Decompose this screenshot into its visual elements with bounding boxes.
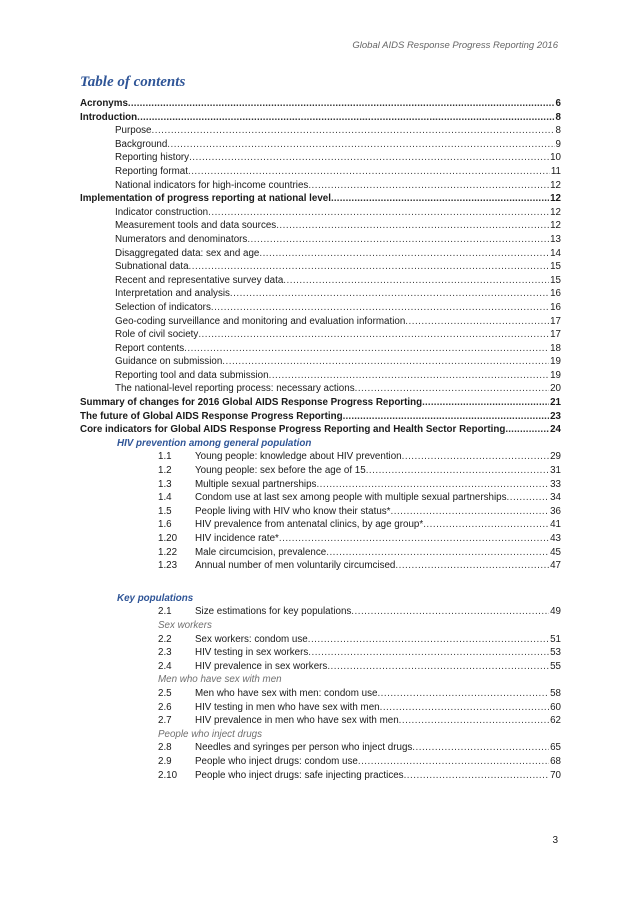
toc-entry-number: 2.3 bbox=[158, 647, 172, 659]
toc-entry[interactable] bbox=[80, 714, 561, 728]
toc-entry-page: 41 bbox=[550, 519, 561, 531]
toc-entry-title: Indicator construction bbox=[115, 206, 209, 218]
toc-entry-page: 6 bbox=[555, 98, 561, 109]
toc-entry[interactable] bbox=[80, 219, 561, 233]
toc-entry-title: Interpretation and analysis bbox=[115, 288, 230, 300]
toc-dot-leader bbox=[279, 532, 549, 546]
toc-entry-title: Disaggregated data: sex and age bbox=[115, 247, 260, 259]
toc-entry-page: 31 bbox=[550, 465, 561, 477]
toc-entry-number: 1.22 bbox=[158, 546, 178, 558]
toc-entry-page: 62 bbox=[550, 715, 561, 727]
toc-entry-title: Core indicators for Global AIDS Response Progress Reporting and Health Sector Reporting bbox=[80, 424, 506, 436]
toc-entry[interactable] bbox=[80, 274, 561, 288]
toc-entry-number: 2.6 bbox=[158, 701, 172, 713]
toc-entry-number: 2.9 bbox=[158, 755, 172, 767]
toc-entry-title: Role of civil society bbox=[115, 329, 199, 341]
toc-entry-title: Measurement tools and data sources bbox=[115, 220, 277, 232]
toc-entry-page: 55 bbox=[550, 660, 561, 672]
toc-dot-leader bbox=[404, 769, 550, 783]
toc-entry[interactable] bbox=[80, 518, 561, 532]
toc-entry-page: 10 bbox=[550, 152, 561, 164]
toc-entry[interactable] bbox=[80, 165, 561, 179]
toc-entry-page: 12 bbox=[550, 206, 561, 218]
toc-dot-leader bbox=[507, 491, 550, 505]
toc-entry-number: 2.7 bbox=[158, 715, 172, 727]
toc-dot-leader bbox=[189, 260, 550, 274]
toc-entry[interactable] bbox=[80, 769, 561, 783]
toc-entry[interactable] bbox=[80, 646, 561, 660]
toc-dot-leader bbox=[422, 396, 549, 410]
toc-entry-page: 16 bbox=[550, 288, 561, 300]
toc-entry-number: 2.4 bbox=[158, 660, 172, 672]
toc-entry[interactable] bbox=[80, 382, 561, 396]
toc-entry-page: 9 bbox=[555, 138, 561, 150]
toc-entry[interactable] bbox=[80, 233, 561, 247]
toc-subsection-heading: Men who have sex with men bbox=[158, 674, 282, 686]
toc-entry-number: 2.8 bbox=[158, 742, 172, 754]
toc-dot-leader bbox=[230, 287, 549, 301]
toc-entry-number: 1.23 bbox=[158, 560, 178, 572]
toc-entry[interactable] bbox=[80, 450, 561, 464]
toc-dot-leader bbox=[505, 423, 549, 437]
toc-entry-title: HIV prevalence from antenatal clinics, by age group* bbox=[195, 519, 424, 531]
toc-entry[interactable] bbox=[80, 260, 561, 274]
toc-entry-page: 8 bbox=[555, 111, 561, 123]
toc-entry[interactable] bbox=[80, 559, 561, 573]
toc-dot-leader bbox=[366, 464, 549, 478]
toc-dot-leader bbox=[326, 546, 549, 560]
toc-entry-title: Annual number of men voluntarily circumcised bbox=[195, 560, 396, 572]
toc-entry-title: Multiple sexual partnerships bbox=[195, 478, 317, 490]
toc-entry-number: 2.2 bbox=[158, 633, 172, 645]
toc-entry[interactable] bbox=[80, 124, 561, 138]
toc-entry-title: Numerators and denominators bbox=[115, 233, 248, 245]
toc-dot-leader bbox=[327, 660, 549, 674]
toc-entry[interactable] bbox=[80, 605, 561, 619]
toc-dot-leader bbox=[269, 369, 550, 383]
toc-entry-page: 14 bbox=[550, 247, 561, 259]
toc-entry-title: Needles and syringes per person who inject drugs bbox=[195, 742, 413, 754]
toc-entry[interactable] bbox=[80, 396, 561, 410]
toc-dot-leader bbox=[316, 478, 549, 492]
toc-entry[interactable] bbox=[80, 301, 561, 315]
toc-entry-page: 19 bbox=[550, 369, 561, 381]
toc-entry-title: People who inject drugs: safe injecting practices bbox=[195, 769, 404, 781]
toc-entry-title: HIV prevalence in men who have sex with men bbox=[195, 715, 399, 727]
toc-entry[interactable] bbox=[80, 755, 561, 769]
toc-entry-title: Young people: sex before the age of 15 bbox=[195, 465, 366, 477]
toc-entry-number: 1.20 bbox=[158, 533, 178, 544]
toc-entry[interactable] bbox=[80, 687, 561, 701]
toc-section-heading: HIV prevention among general population bbox=[117, 437, 312, 449]
toc-entry-title: Reporting tool and data submission bbox=[115, 369, 269, 381]
toc-subsection-heading: People who inject drugs bbox=[158, 728, 263, 740]
toc-entry-title: National indicators for high-income countries bbox=[115, 179, 309, 191]
toc-entry-title: Background bbox=[115, 138, 168, 150]
toc-entry-page: 15 bbox=[550, 274, 561, 286]
toc-entry-number: 1.3 bbox=[158, 478, 172, 490]
toc-entry-title: The national-level reporting process: necessary actions bbox=[115, 383, 355, 395]
toc-entry-page: 12 bbox=[550, 179, 561, 191]
toc-entry-page: 58 bbox=[550, 687, 561, 699]
toc-entry[interactable] bbox=[80, 423, 561, 437]
toc-title: Table of contents bbox=[80, 74, 186, 90]
toc-entry-page: 21 bbox=[550, 397, 561, 409]
toc-entry[interactable] bbox=[80, 478, 561, 492]
toc-entry-title: Implementation of progress reporting at national level bbox=[80, 193, 331, 205]
toc-entry-page: 20 bbox=[550, 383, 561, 395]
toc-entry[interactable] bbox=[80, 342, 561, 356]
toc-entry-title: Male circumcision, prevalence bbox=[195, 546, 327, 558]
toc-entry-page: 47 bbox=[550, 560, 561, 572]
toc-entry-page: 13 bbox=[550, 233, 561, 245]
running-header: Global AIDS Response Progress Reporting 2016 bbox=[352, 40, 558, 51]
toc-dot-leader bbox=[308, 633, 549, 647]
toc-dot-leader bbox=[402, 450, 549, 464]
toc-dot-leader bbox=[343, 410, 550, 424]
toc-entry-title: Subnational data bbox=[115, 261, 189, 273]
toc-dot-leader bbox=[211, 301, 549, 315]
toc-dot-leader bbox=[128, 97, 555, 111]
toc-dot-leader bbox=[167, 138, 554, 152]
table-of-contents bbox=[80, 97, 561, 782]
toc-entry-page: 24 bbox=[550, 424, 561, 436]
toc-entry-page: 34 bbox=[550, 492, 561, 504]
toc-dot-leader bbox=[395, 559, 549, 573]
toc-entry-title: People living with HIV who know their status* bbox=[195, 505, 391, 517]
toc-entry[interactable] bbox=[80, 287, 561, 301]
toc-entry-title: Introduction bbox=[80, 111, 138, 123]
toc-dot-leader bbox=[198, 328, 549, 342]
toc-entry-title: Selection of indicators bbox=[115, 301, 211, 313]
toc-entry[interactable] bbox=[80, 701, 561, 715]
toc-entry-page: 60 bbox=[550, 701, 561, 713]
toc-entry-page: 33 bbox=[550, 478, 561, 490]
toc-dot-leader bbox=[351, 605, 549, 619]
toc-entry-number: 1.5 bbox=[158, 505, 172, 517]
toc-entry-title: HIV prevalence in sex workers bbox=[195, 660, 328, 672]
toc-entry-page: 11 bbox=[550, 165, 561, 177]
toc-dot-leader bbox=[358, 755, 549, 769]
toc-entry-page: 17 bbox=[550, 315, 561, 327]
toc-dot-leader bbox=[355, 382, 549, 396]
toc-entry[interactable] bbox=[80, 315, 561, 329]
toc-entry-number: 2.1 bbox=[158, 606, 172, 618]
toc-dot-leader bbox=[308, 646, 549, 660]
toc-entry-title: Guidance on submission bbox=[115, 356, 223, 368]
toc-dot-leader bbox=[283, 274, 549, 288]
toc-entry-number: 2.10 bbox=[158, 769, 178, 781]
toc-entry[interactable] bbox=[80, 633, 561, 647]
toc-dot-leader bbox=[380, 701, 549, 715]
toc-entry-title: Recent and representative survey data bbox=[115, 274, 284, 286]
toc-entry-page: 23 bbox=[550, 410, 561, 422]
toc-entry-page: 8 bbox=[555, 125, 561, 137]
toc-entry[interactable] bbox=[80, 151, 561, 165]
toc-entry-title: Report contents bbox=[115, 342, 185, 354]
toc-entry-title: Summary of changes for 2016 Global AIDS Response Progress Reporting bbox=[80, 397, 423, 409]
toc-entry[interactable] bbox=[80, 206, 561, 220]
toc-subsection-heading: Sex workers bbox=[158, 619, 212, 631]
toc-entry[interactable] bbox=[80, 410, 561, 424]
toc-entry-title: People who inject drugs: condom use bbox=[195, 755, 358, 767]
toc-dot-leader bbox=[222, 355, 549, 369]
toc-entry[interactable] bbox=[80, 546, 561, 560]
toc-dot-leader bbox=[247, 233, 549, 247]
toc-entry[interactable] bbox=[80, 247, 561, 261]
toc-dot-leader bbox=[391, 505, 550, 519]
toc-entry-number: 2.5 bbox=[158, 687, 172, 699]
toc-dot-leader bbox=[412, 741, 549, 755]
toc-entry-title: Sex workers: condom use bbox=[195, 633, 308, 645]
toc-dot-leader bbox=[276, 219, 549, 233]
toc-entry[interactable] bbox=[80, 369, 561, 383]
toc-dot-leader bbox=[189, 151, 549, 165]
toc-entry-page: 51 bbox=[550, 633, 561, 645]
toc-entry-page: 12 bbox=[550, 220, 561, 232]
toc-dot-leader bbox=[423, 518, 549, 532]
toc-spacer bbox=[80, 573, 561, 592]
toc-entry-title: Reporting history bbox=[115, 152, 190, 164]
toc-entry[interactable] bbox=[80, 660, 561, 674]
toc-entry-page: 68 bbox=[550, 755, 561, 767]
toc-dot-leader bbox=[184, 342, 549, 356]
toc-entry-title: HIV incidence rate* bbox=[195, 533, 279, 544]
toc-dot-leader bbox=[405, 315, 549, 329]
toc-dot-leader bbox=[259, 247, 549, 261]
toc-dot-leader bbox=[137, 111, 554, 125]
toc-entry-title: Geo-coding surveillance and monitoring and evaluation information bbox=[115, 315, 406, 327]
toc-entry-title: Purpose bbox=[115, 125, 152, 137]
page-number: 3 bbox=[552, 835, 558, 846]
toc-entry[interactable] bbox=[80, 179, 561, 193]
toc-entry-number: 1.4 bbox=[158, 492, 172, 504]
toc-entry-number: 1.2 bbox=[158, 465, 172, 477]
toc-entry[interactable] bbox=[80, 355, 561, 369]
toc-entry-page: 49 bbox=[550, 606, 561, 618]
toc-entry-page: 29 bbox=[550, 451, 561, 463]
toc-entry-title: Men who have sex with men: condom use bbox=[195, 687, 378, 699]
toc-entry-number: 1.6 bbox=[158, 519, 172, 531]
toc-entry-page: 43 bbox=[550, 533, 561, 544]
toc-section-heading: Key populations bbox=[117, 592, 194, 604]
toc-entry-page: 53 bbox=[550, 647, 561, 659]
toc-dot-leader bbox=[331, 192, 549, 206]
toc-entry-page: 65 bbox=[550, 742, 561, 754]
toc-dot-leader bbox=[208, 206, 549, 220]
toc-entry[interactable] bbox=[80, 111, 561, 125]
toc-entry-title: Acronyms bbox=[80, 98, 128, 109]
toc-dot-leader bbox=[377, 687, 549, 701]
toc-entry-page: 18 bbox=[550, 342, 561, 354]
toc-entry[interactable] bbox=[80, 532, 561, 546]
toc-entry[interactable] bbox=[80, 491, 561, 505]
toc-entry-title: Young people: knowledge about HIV prevention bbox=[195, 451, 402, 463]
toc-entry[interactable] bbox=[80, 328, 561, 342]
toc-dot-leader bbox=[188, 165, 550, 179]
toc-entry[interactable] bbox=[80, 505, 561, 519]
toc-entry-page: 17 bbox=[550, 329, 561, 341]
toc-entry-number: 1.1 bbox=[158, 451, 172, 463]
toc-dot-leader bbox=[308, 179, 549, 193]
toc-entry-title: HIV testing in sex workers bbox=[195, 647, 309, 659]
toc-entry-title: Size estimations for key populations bbox=[195, 606, 352, 618]
toc-dot-leader bbox=[152, 124, 555, 138]
toc-entry[interactable] bbox=[80, 138, 561, 152]
toc-entry[interactable] bbox=[80, 97, 561, 111]
toc-entry-title: HIV testing in men who have sex with men bbox=[195, 701, 380, 713]
toc-entry-title: Condom use at last sex among people with multiple sexual partnerships bbox=[195, 492, 507, 504]
toc-entry[interactable] bbox=[80, 741, 561, 755]
toc-entry-page: 70 bbox=[550, 769, 561, 781]
toc-entry-page: 45 bbox=[550, 546, 561, 558]
toc-entry-page: 19 bbox=[550, 356, 561, 368]
toc-entry-page: 36 bbox=[550, 505, 561, 517]
toc-dot-leader bbox=[399, 714, 549, 728]
toc-entry-page: 12 bbox=[550, 193, 561, 205]
toc-entry[interactable] bbox=[80, 192, 561, 206]
toc-entry-title: Reporting format bbox=[115, 165, 188, 177]
toc-entry-page: 15 bbox=[550, 261, 561, 273]
toc-entry[interactable] bbox=[80, 464, 561, 478]
toc-entry-page: 16 bbox=[550, 301, 561, 313]
toc-entry-title: The future of Global AIDS Response Progress Reporting bbox=[80, 410, 343, 422]
